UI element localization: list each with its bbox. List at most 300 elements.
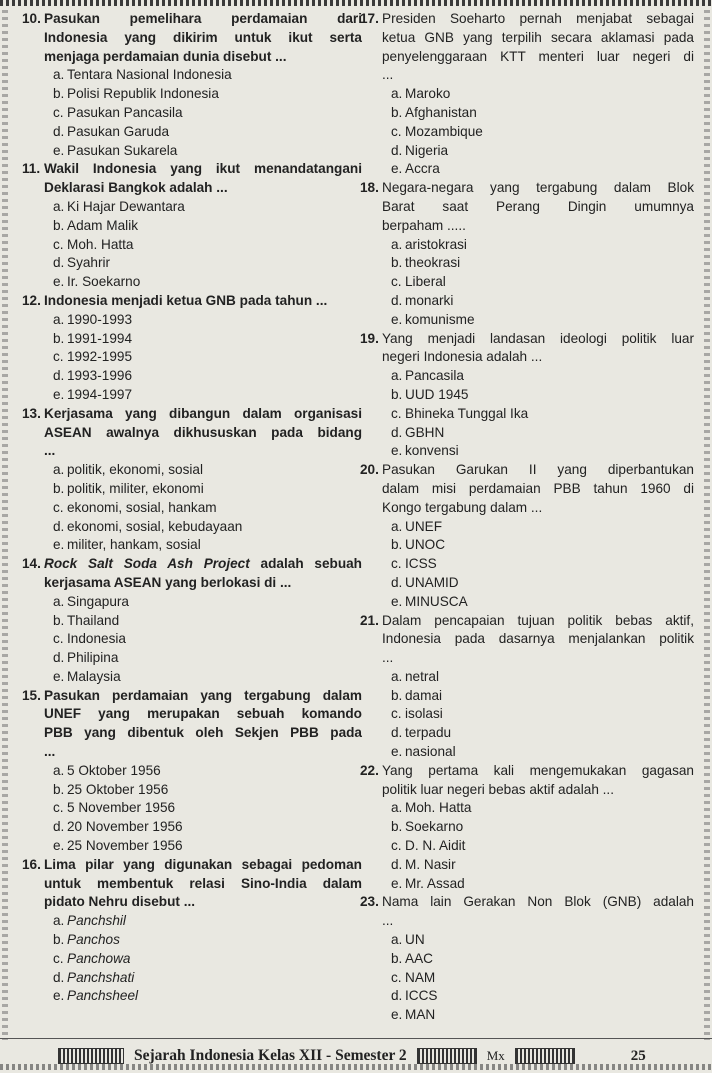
option-text: GBHN [405, 424, 445, 440]
option-letter: d. [391, 574, 403, 590]
answer-option[interactable] [53, 649, 362, 668]
option-letter: b. [53, 612, 65, 628]
option-letter: d. [53, 969, 65, 985]
question-text-line: Wakil Indonesia yang ikut menandatangani [44, 161, 362, 177]
question-14 [22, 555, 362, 687]
question-text-line: Pasukan perdamaian yang tergabung dalam [44, 687, 362, 703]
option-letter: c. [53, 950, 64, 966]
option-text: monarki [405, 292, 454, 308]
option-text: Mozambique [405, 123, 483, 139]
question-number: 19. [360, 330, 379, 346]
option-letter: d. [53, 518, 65, 534]
bottom-border [0, 1064, 712, 1070]
option-letter: e. [391, 875, 403, 891]
option-text: Afghanistan [405, 104, 477, 120]
option-text: Liberal [405, 274, 446, 290]
option-text: netral [405, 668, 440, 684]
option-text: ICSS [405, 556, 437, 572]
answer-options [53, 66, 362, 160]
option-letter: e. [53, 668, 65, 684]
option-text: aristokrasi [405, 236, 467, 252]
option-text: ICCS [405, 988, 438, 1004]
answer-option[interactable] [53, 837, 362, 856]
footer-title: Sejarah Indonesia Kelas XII - Semester 2 [134, 1047, 407, 1064]
option-text: Bhineka Tunggal Ika [405, 405, 529, 421]
answer-options [391, 931, 694, 1025]
option-letter: e. [53, 988, 65, 1004]
question-17 [360, 10, 694, 179]
answer-option[interactable] [391, 931, 694, 950]
answer-option[interactable] [53, 762, 362, 781]
answer-options [391, 85, 694, 179]
answer-option[interactable] [391, 837, 694, 856]
question-text-line: Rock Salt Soda Ash Project adalah sebuah [44, 556, 362, 572]
option-letter: b. [53, 330, 65, 346]
option-letter: d. [391, 292, 403, 308]
question-number: 15. [22, 687, 41, 703]
option-text: Ir. Soekarno [67, 274, 141, 290]
option-text: AAC [405, 950, 433, 966]
option-letter: d. [53, 650, 65, 666]
answer-option[interactable] [391, 799, 694, 818]
option-letter: b. [391, 950, 403, 966]
answer-option[interactable] [53, 480, 362, 499]
answer-option[interactable] [53, 593, 362, 612]
answer-option[interactable] [53, 630, 362, 649]
right-column [360, 10, 694, 1025]
answer-option[interactable] [391, 593, 694, 612]
option-text: isolasi [405, 706, 443, 722]
answer-option[interactable] [391, 292, 694, 311]
answer-option[interactable] [53, 912, 362, 931]
left-border [2, 10, 8, 1040]
question-text-line: Yang pertama kali mengemukakan gagasan [382, 762, 694, 778]
question-text-line: untuk membentuk relasi Sino-India dalam [44, 875, 362, 891]
option-letter: e. [391, 161, 403, 177]
option-text: 1992-1995 [67, 349, 133, 365]
answer-option[interactable] [391, 687, 694, 706]
option-letter: d. [391, 988, 403, 1004]
footer-pattern-right [515, 1048, 575, 1064]
option-letter: e. [53, 537, 65, 553]
answer-option[interactable] [391, 142, 694, 161]
answer-option[interactable] [391, 236, 694, 255]
question-text-line: PBB yang dibentuk oleh Sekjen PBB pada [44, 725, 362, 741]
answer-options [391, 236, 694, 330]
option-text: Tentara Nasional Indonesia [67, 67, 232, 83]
option-text: 1994-1997 [67, 386, 133, 402]
answer-option[interactable] [53, 66, 362, 85]
option-letter: a. [391, 368, 403, 384]
option-text: Adam Malik [67, 217, 139, 233]
option-text: konvensi [405, 443, 459, 459]
left-column [22, 10, 362, 1006]
option-text: ekonomi, sosial, hankam [67, 499, 217, 515]
question-13 [22, 405, 362, 555]
question-text-line: Lima pilar yang digunakan sebagai pedoman [44, 856, 362, 872]
option-text: MINUSCA [405, 593, 468, 609]
option-letter: c. [391, 838, 402, 854]
answer-option[interactable] [391, 574, 694, 593]
answer-option[interactable] [391, 386, 694, 405]
option-text: UNAMID [405, 574, 459, 590]
option-text: Accra [405, 161, 440, 177]
option-letter: a. [391, 932, 403, 948]
answer-option[interactable] [53, 367, 362, 386]
answer-option[interactable] [53, 818, 362, 837]
answer-option[interactable] [391, 875, 694, 894]
question-text-line: Indonesia menjadi ketua GNB pada tahun ... [44, 292, 328, 308]
question-text-line: UNEF yang merupakan sebuah komando [44, 706, 362, 722]
answer-option[interactable] [53, 386, 362, 405]
option-text: UNOC [405, 537, 446, 553]
question-text-line: politik luar negeri bebas aktif adalah ... [382, 781, 614, 797]
option-letter: c. [53, 499, 64, 515]
answer-option[interactable] [53, 969, 362, 988]
question-text-line: Pasukan pemelihara perdamaian dari [44, 11, 362, 26]
option-text: damai [405, 687, 443, 703]
option-letter: a. [391, 800, 403, 816]
answer-option[interactable] [53, 236, 362, 255]
option-letter: b. [391, 386, 403, 402]
answer-options [391, 668, 694, 762]
option-letter: c. [53, 104, 64, 120]
answer-option[interactable] [391, 856, 694, 875]
answer-option[interactable] [391, 273, 694, 292]
option-letter: b. [53, 86, 65, 102]
option-text: nasional [405, 744, 456, 760]
option-text: Thailand [67, 612, 120, 628]
answer-option[interactable] [53, 499, 362, 518]
question-text-line: Kongo tergabung dalam ... [382, 499, 543, 515]
answer-option[interactable] [53, 461, 362, 480]
option-letter: b. [53, 781, 65, 797]
option-letter: d. [53, 255, 65, 271]
right-border [704, 10, 710, 1040]
question-number: 18. [360, 180, 379, 196]
question-number: 14. [22, 556, 41, 572]
option-text: Malaysia [67, 668, 121, 684]
answer-options [391, 799, 694, 893]
option-text: Pasukan Pancasila [67, 104, 183, 120]
option-letter: a. [53, 67, 65, 83]
answer-option[interactable] [53, 518, 362, 537]
option-text: politik, ekonomi, sosial [67, 462, 203, 478]
question-text-line: ASEAN awalnya dikhususkan pada bidang [44, 424, 362, 440]
option-letter: e. [53, 274, 65, 290]
option-text: Soekarno [405, 819, 464, 835]
question-16 [22, 856, 362, 1006]
answer-option[interactable] [53, 987, 362, 1006]
option-text: Polisi Republik Indonesia [67, 86, 219, 102]
footer-pattern-left [58, 1048, 124, 1064]
answer-option[interactable] [391, 743, 694, 762]
question-number: 20. [360, 462, 379, 478]
question-text-line: Indonesia yang dikirim untuk ikut serta [44, 29, 362, 45]
question-text-line: ketua GNB yang terpilih secara aklamasi pada [382, 29, 694, 45]
option-letter: c. [391, 123, 402, 139]
option-text: Moh. Hatta [67, 236, 134, 252]
option-letter: c. [391, 274, 402, 290]
option-text: Pancasila [405, 368, 464, 384]
answer-options [391, 518, 694, 612]
option-text: militer, hankam, sosial [67, 537, 201, 553]
option-text: Panchshati [67, 969, 135, 985]
option-text: 1993-1996 [67, 368, 133, 384]
question-number: 23. [360, 894, 379, 910]
answer-option[interactable] [53, 799, 362, 818]
option-text: terpadu [405, 725, 452, 741]
option-text: NAM [405, 969, 436, 985]
option-text: theokrasi [405, 255, 461, 271]
answer-option[interactable] [53, 536, 362, 555]
answer-option[interactable] [53, 311, 362, 330]
answer-option[interactable] [53, 217, 362, 236]
question-text-line: Nama lain Gerakan Non Blok (GNB) adalah [382, 894, 694, 910]
answer-option[interactable] [53, 781, 362, 800]
option-text: Singapura [67, 593, 129, 609]
question-text-line: Dalam pencapaian tujuan politik bebas aktif, [382, 612, 694, 628]
answer-option[interactable] [53, 198, 362, 217]
question-text-line: berpaham ..... [382, 217, 466, 233]
question-number: 13. [22, 405, 41, 421]
answer-option[interactable] [391, 1006, 694, 1025]
option-text: Panchos [67, 932, 120, 948]
answer-option[interactable] [391, 254, 694, 273]
option-letter: e. [53, 386, 65, 402]
question-21 [360, 612, 694, 762]
footer-mark: Mx [486, 1048, 505, 1063]
option-letter: a. [53, 311, 65, 327]
option-letter: b. [53, 480, 65, 496]
answer-options [53, 912, 362, 1006]
answer-option[interactable] [53, 85, 362, 104]
question-text-line: ... [382, 650, 394, 666]
question-text-line: Kerjasama yang dibangun dalam organisasi [44, 405, 362, 421]
option-letter: b. [391, 819, 403, 835]
option-text: Pasukan Sukarela [67, 142, 178, 158]
option-text: D. N. Aidit [405, 838, 466, 854]
question-text-line: menjaga perdamaian dunia disebut ... [44, 48, 287, 64]
answer-option[interactable] [391, 950, 694, 969]
answer-option[interactable] [391, 724, 694, 743]
answer-option[interactable] [391, 405, 694, 424]
option-text: UNEF [405, 518, 443, 534]
answer-option[interactable] [53, 612, 362, 631]
question-text-line: ... [382, 67, 394, 83]
option-letter: d. [391, 424, 403, 440]
option-text: 25 Oktober 1956 [67, 781, 169, 797]
option-text: UN [405, 932, 425, 948]
italic-phrase: Rock Salt Soda Ash Project [44, 556, 250, 572]
option-text: M. Nasir [405, 856, 456, 872]
option-letter: e. [391, 1007, 403, 1023]
option-letter: c. [53, 800, 64, 816]
answer-option[interactable] [53, 668, 362, 687]
option-letter: d. [53, 368, 65, 384]
option-letter: c. [391, 405, 402, 421]
answer-option[interactable] [53, 142, 362, 161]
question-text-line: penyelenggaraan KTT menteri luar negeri di [382, 48, 694, 64]
option-letter: d. [391, 856, 403, 872]
question-text-line: Pasukan Garukan II yang diperbantukan [382, 462, 694, 478]
answer-option[interactable] [391, 555, 694, 574]
footer-pattern-middle [417, 1048, 477, 1064]
page-number: 25 [630, 1047, 646, 1064]
question-22 [360, 762, 694, 894]
answer-option[interactable] [53, 273, 362, 292]
option-letter: a. [391, 236, 403, 252]
option-text: Philipina [67, 650, 119, 666]
question-text-line: Presiden Soeharto pernah menjabat sebagai [382, 11, 694, 26]
option-text: MAN [405, 1007, 436, 1023]
option-text: Mr. Assad [405, 875, 465, 891]
question-11 [22, 160, 362, 292]
answer-option[interactable] [391, 518, 694, 537]
question-number: 22. [360, 762, 379, 778]
option-letter: e. [53, 838, 65, 854]
question-text-line: pidato Nehru disebut ... [44, 894, 196, 910]
answer-option[interactable] [53, 254, 362, 273]
question-19 [360, 330, 694, 462]
question-number: 16. [22, 856, 41, 872]
answer-options [53, 593, 362, 687]
option-letter: a. [53, 198, 65, 214]
option-text: ekonomi, sosial, kebudayaan [67, 518, 243, 534]
question-12 [22, 292, 362, 405]
question-number: 11. [22, 161, 41, 177]
option-text: 25 November 1956 [67, 838, 183, 854]
question-text-line: ... [382, 913, 394, 929]
answer-option[interactable] [391, 668, 694, 687]
answer-options [391, 367, 694, 461]
question-text-line: Negara-negara yang tergabung dalam Blok [382, 180, 694, 196]
answer-option[interactable] [391, 424, 694, 443]
answer-options [53, 762, 362, 856]
option-text: UUD 1945 [405, 386, 469, 402]
question-20 [360, 461, 694, 611]
option-text: Panchowa [67, 950, 131, 966]
answer-option[interactable] [391, 969, 694, 988]
answer-option[interactable] [391, 442, 694, 461]
answer-option[interactable] [391, 705, 694, 724]
option-letter: a. [53, 593, 65, 609]
answer-option[interactable] [391, 367, 694, 386]
option-letter: b. [391, 255, 403, 271]
option-letter: d. [391, 725, 403, 741]
answer-option[interactable] [53, 348, 362, 367]
answer-option[interactable] [391, 987, 694, 1006]
question-number: 12. [22, 292, 41, 308]
question-text-line: kerjasama ASEAN yang berlokasi di ... [44, 574, 292, 590]
option-letter: e. [391, 311, 403, 327]
option-letter: a. [53, 462, 65, 478]
option-letter: e. [391, 744, 403, 760]
option-letter: e. [391, 593, 403, 609]
option-letter: d. [53, 123, 65, 139]
answer-option[interactable] [391, 85, 694, 104]
option-text: Maroko [405, 86, 451, 102]
option-letter: e. [391, 443, 403, 459]
option-letter: b. [391, 104, 403, 120]
option-letter: a. [391, 668, 403, 684]
answer-option[interactable] [391, 123, 694, 142]
option-letter: e. [53, 142, 65, 158]
question-23 [360, 893, 694, 1025]
option-text: 1991-1994 [67, 330, 133, 346]
question-text-line: negeri Indonesia adalah ... [382, 349, 543, 365]
answer-options [53, 198, 362, 292]
option-text: 5 November 1956 [67, 800, 176, 816]
answer-option[interactable] [53, 950, 362, 969]
option-text: Pasukan Garuda [67, 123, 170, 139]
option-letter: b. [53, 932, 65, 948]
answer-option[interactable] [391, 536, 694, 555]
answer-options [53, 311, 362, 405]
option-text: Panchshil [67, 913, 126, 929]
question-number: 10. [22, 11, 41, 26]
answer-option[interactable] [391, 160, 694, 179]
option-text: Indonesia [67, 631, 126, 647]
question-10 [22, 10, 362, 160]
question-text-line: Barat saat Perang Dingin umumnya [382, 198, 694, 214]
answer-option[interactable] [53, 330, 362, 349]
question-text-line: Yang menjadi landasan ideologi politik luar [382, 330, 694, 346]
option-letter: c. [391, 969, 402, 985]
question-number: 17. [360, 11, 379, 26]
option-letter: b. [53, 217, 65, 233]
question-15 [22, 687, 362, 856]
option-letter: c. [53, 236, 64, 252]
option-letter: c. [391, 706, 402, 722]
answer-option[interactable] [391, 818, 694, 837]
question-18 [360, 179, 694, 329]
question-text-line: Indonesia pada dasarnya menjalankan politik [382, 631, 694, 647]
answer-option[interactable] [53, 123, 362, 142]
option-letter: a. [391, 86, 403, 102]
answer-option[interactable] [53, 931, 362, 950]
question-number: 21. [360, 612, 379, 628]
question-text-line: Deklarasi Bangkok adalah ... [44, 180, 228, 196]
option-text: Syahrir [67, 255, 111, 271]
option-text: Nigeria [405, 142, 449, 158]
question-text-line: ... [44, 744, 56, 760]
option-text: Ki Hajar Dewantara [67, 198, 185, 214]
option-letter: c. [391, 556, 402, 572]
option-letter: a. [391, 518, 403, 534]
top-border [0, 0, 712, 6]
question-text-line: ... [44, 443, 56, 459]
answer-options [53, 461, 362, 555]
option-text: 20 November 1956 [67, 819, 183, 835]
option-text: politik, militer, ekonomi [67, 480, 204, 496]
option-text: komunisme [405, 311, 475, 327]
option-letter: c. [53, 631, 64, 647]
option-letter: b. [391, 687, 403, 703]
option-letter: a. [53, 913, 65, 929]
option-text: Panchsheel [67, 988, 139, 1004]
option-letter: d. [391, 142, 403, 158]
answer-option[interactable] [391, 104, 694, 123]
answer-option[interactable] [53, 104, 362, 123]
option-letter: c. [53, 349, 64, 365]
answer-option[interactable] [391, 311, 694, 330]
option-text: Moh. Hatta [405, 800, 472, 816]
question-text-line: dalam misi perdamaian PBB tahun 1960 di [382, 480, 694, 496]
option-letter: a. [53, 762, 65, 778]
option-text: 5 Oktober 1956 [67, 762, 161, 778]
option-letter: b. [391, 537, 403, 553]
